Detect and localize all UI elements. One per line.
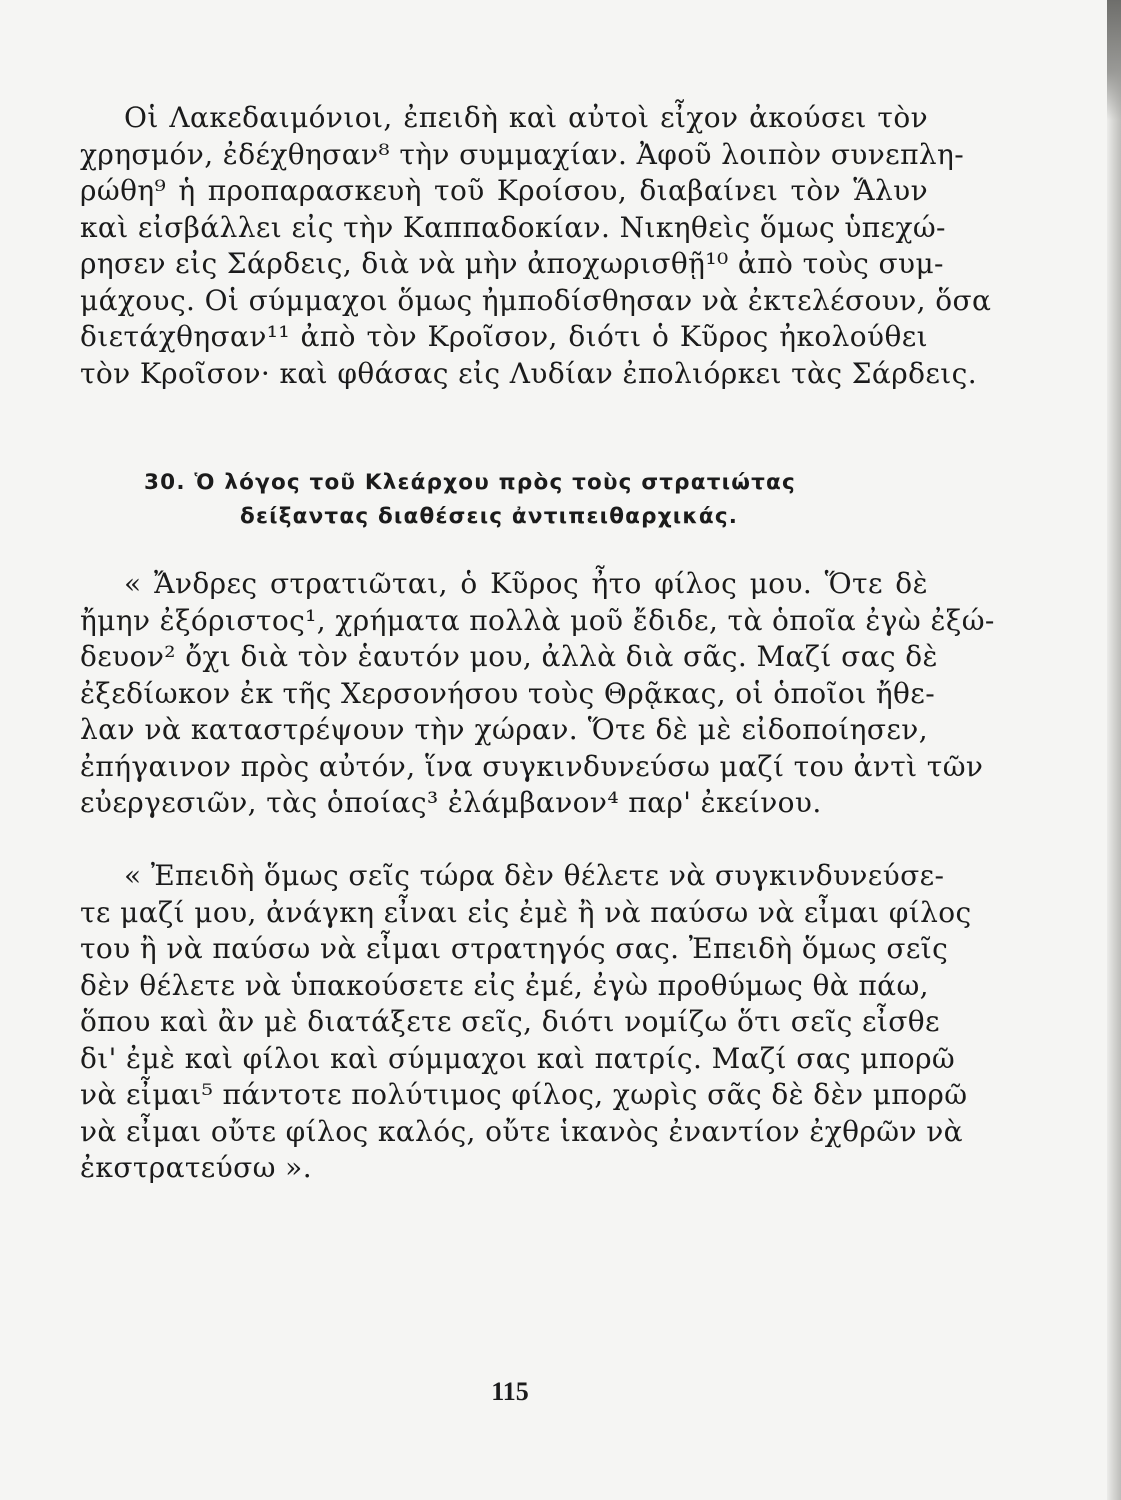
- page-number: 115: [491, 1377, 529, 1406]
- text-line: μάχους. Οἱ σύμμαχοι ὅμως ἠμποδίσθησαν νὰ ἐκτελέσουν, ὅσα: [80, 283, 992, 317]
- text-line: εὐεργεσιῶν, τὰς ὁποίας³ ἐλάμβανον⁴ παρ' ἐκείνου.: [80, 786, 822, 819]
- text-line: « Ἐπειδὴ ὅμως σεῖς τώρα δὲν θέλετε νὰ συγκινδυνεύσε-: [124, 859, 945, 892]
- text-line: δι' ἐμὲ καὶ φίλοι καὶ σύμμαχοι καὶ πατρίς. Μαζί σας μπορῶ: [80, 1041, 956, 1075]
- paragraph-klearchus-speech-1: [80, 566, 995, 822]
- paragraph-klearchus-speech-2: [80, 858, 972, 1187]
- text-line: ἐκστρατεύσω ».: [80, 1151, 312, 1184]
- section-heading: [144, 466, 864, 534]
- text-line: του ἢ νὰ παύσω νὰ εἶμαι στρατηγός σας. Ἐπειδὴ ὅμως σεῖς: [80, 932, 949, 965]
- text-line: χρησμόν, ἐδέχθησαν⁸ τὴν συμμαχίαν. Ἀφοῦ λοιπὸν συνεπλη-: [80, 137, 965, 171]
- text-line: « Ἄνδρες στρατιῶται, ὁ Κῦρος ἦτο φίλος μου. Ὅτε δὲ: [124, 567, 928, 600]
- text-line: λαν νὰ καταστρέψουν τὴν χώραν. Ὅτε δὲ μὲ εἰδοποίησεν,: [80, 713, 928, 746]
- text-line: ἐπήγαινον πρὸς αὐτόν, ἵνα συγκινδυνεύσω μαζί του ἀντὶ τῶν: [80, 749, 984, 783]
- text-line: ρησεν εἰς Σάρδεις, διὰ νὰ μὴν ἀποχωρισθῇ¹⁰ ἀπὸ τοὺς συμ-: [80, 247, 944, 280]
- text-line: ρώθη⁹ ἡ προπαρασκευὴ τοῦ Κροίσου, διαβαίνει τὸν Ἅλυν: [80, 174, 928, 207]
- text-line: νὰ εἶμαι οὔτε φίλος καλός, οὔτε ἱκανὸς ἐναντίον ἐχθρῶν νὰ: [80, 1114, 963, 1148]
- section-title-line2: δείξαντας διαθέσεις ἀντιπειθαρχικάς.: [240, 504, 739, 529]
- text-line: δὲν θέλετε νὰ ὑπακούσετε εἰς ἐμέ, ἐγὼ προθύμως θὰ πάω,: [80, 968, 929, 1002]
- text-line: ὅπου καὶ ἂν μὲ διατάξετε σεῖς, διότι νομίζω ὅτι σεῖς εἶσθε: [80, 1005, 940, 1038]
- text-line: δευον² ὄχι διὰ τὸν ἑαυτόν μου, ἀλλὰ διὰ σᾶς. Μαζί σας δὲ: [80, 640, 938, 673]
- text-line: διετάχθησαν¹¹ ἀπὸ τὸν Κροῖσον, διότι ὁ Κῦρος ἠκολούθει: [80, 320, 928, 353]
- text-line: Οἱ Λακεδαιμόνιοι, ἐπειδὴ καὶ αὐτοὶ εἶχον ἀκούσει τὸν: [124, 101, 928, 134]
- text-line: τε μαζί μου, ἀνάγκη εἶναι εἰς ἐμὲ ἢ νὰ παύσω νὰ εἶμαι φίλος: [80, 895, 972, 929]
- text-line: τὸν Κροῖσον· καὶ φθάσας εἰς Λυδίαν ἐπολιόρκει τὰς Σάρδεις.: [80, 356, 977, 390]
- text-line: νὰ εἶμαι⁵ πάντοτε πολύτιμος φίλος, χωρὶς σᾶς δὲ δὲν μπορῶ: [80, 1078, 968, 1111]
- text-line: ἐξεδίωκον ἐκ τῆς Χερσονήσου τοὺς Θρᾷκας, οἱ ὁποῖοι ἤθε-: [80, 676, 936, 710]
- text-line: ἤμην ἐξόριστος¹, χρήματα πολλὰ μοῦ ἔδιδε, τὰ ὁποῖα ἐγὼ ἐξώ-: [80, 603, 995, 637]
- page-edge-corner-shadow: [1107, 0, 1121, 120]
- section-title-line1: Ὁ λόγος τοῦ Κλεάρχου πρὸς τοὺς στρατιώτας: [194, 470, 796, 495]
- page-edge-shadow: [1107, 0, 1121, 1500]
- text-line: καὶ εἰσβάλλει εἰς τὴν Καππαδοκίαν. Νικηθεὶς ὅμως ὑπεχώ-: [80, 210, 946, 244]
- paragraph-lakedaimonians: [80, 100, 992, 392]
- section-number: 30.: [144, 470, 186, 495]
